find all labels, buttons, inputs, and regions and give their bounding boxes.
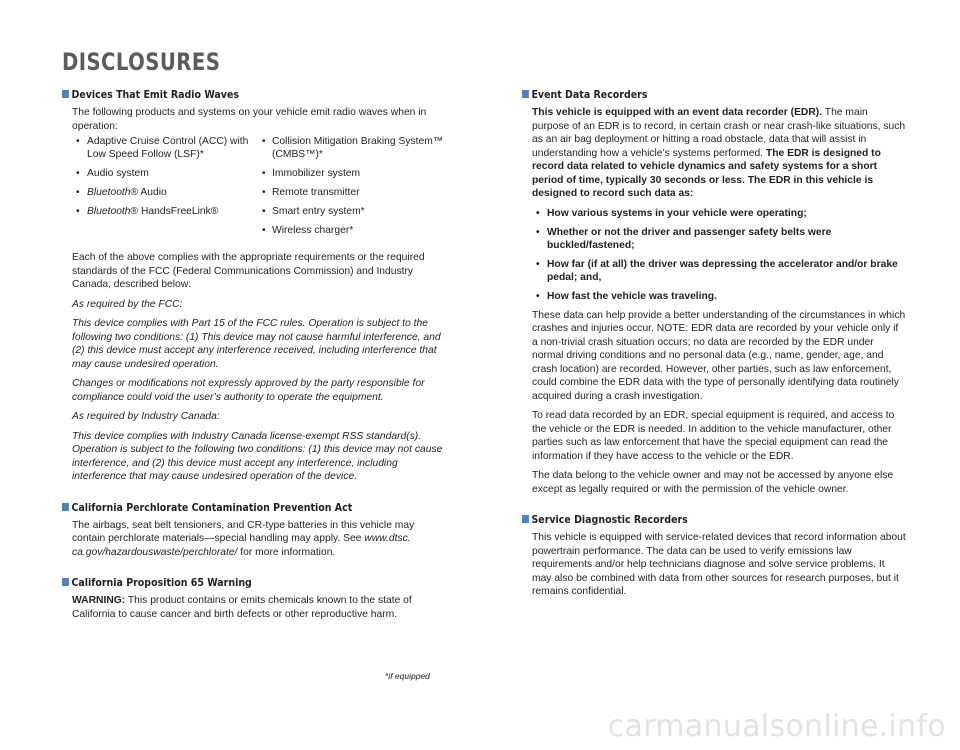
perchlorate-text: The airbags, seat belt tensioners, and CR-type batteries in this vehicle may contain perchlorate materials—special handling may apply. See www.dtsc. ca.gov/hazardouswaste/perchlorate/ for more information.: [72, 519, 415, 558]
section-heading: [62, 576, 391, 589]
compliance-text: Each of the above complies with the appropriate requirements or the required standards of the FCC (Federal Communications Commission) and Industry Canada, described below:: [72, 252, 425, 290]
bullet-dot-icon: •: [262, 168, 266, 179]
intro-text: The following products and systems on your vehicle emit radio waves when in operation:: [72, 107, 427, 132]
section-heading: [62, 501, 391, 514]
bullet-dot-icon: •: [76, 168, 80, 179]
fcc-text: This device complies with Part 15 of the FCC rules. Operation is subject to the following two conditions: (1) This device may not cause harmful interference, and (2) this device must accept any interference received, including interference that may cause undesired operation.: [72, 318, 441, 370]
heading-text: California Perchlorate Contamination Prevention Act: [71, 500, 353, 514]
square-bullet-icon: [62, 503, 69, 511]
bullet-dot-icon: •: [262, 225, 266, 236]
bullet-dot-icon: •: [536, 226, 540, 238]
bullet-dot-icon: •: [536, 290, 540, 302]
edr-para-1: These data can help provide a better understanding of the circumstances in which crashes and injuries occur. NOTE: EDR data are recorded by your vehicle only if a non-trivial crash situation occurs; no data are recorded by the EDR under normal driving conditions and no personal data (e.g., name, gender, age, and crash location) are recorded. However, other parties, such as law enforcement, could combine the EDR data with the type of personally identifying data routinely acquired during a crash investigation.: [532, 309, 906, 402]
edr-data-list: [532, 207, 906, 303]
device-item: • Wireless charger*: [262, 225, 354, 236]
section-body: [62, 519, 444, 560]
device-item: • Remote transmitter: [262, 187, 360, 198]
device-item: • Bluetooth® HandsFreeLink®: [76, 206, 219, 217]
prop65-section: [62, 576, 444, 621]
bullet-dot-icon: •: [76, 187, 80, 198]
device-item: • Adaptive Cruise Control (ACC) with Low Speed Follow (LSF)*: [76, 136, 249, 160]
section-body: [522, 531, 906, 599]
edr-list-item: • Whether or not the driver and passenger safety belts were buckled/fastened;: [536, 226, 832, 251]
left-column: [62, 88, 444, 638]
square-bullet-icon: [62, 90, 69, 98]
sdr-section: [522, 513, 906, 599]
device-list-left: [72, 135, 258, 243]
section-body: [62, 594, 444, 621]
footnote: *if equipped: [385, 671, 430, 681]
device-item: • Audio system: [76, 168, 149, 179]
edr-lead-text: This vehicle is equipped with an event data recorder (EDR). The main purpose of an EDR is to record, in certain crash or near crash-like situations, such as an air bag deployment or hitting a road obstacle, data that will assist in understanding how a vehicle’s systems performed. The EDR is designed to record data related to vehicle dynamics and safety systems for a short period of time, typically 30 seconds or less. The EDR in this vehicle is designed to record such data as:: [532, 107, 906, 199]
device-item: • Bluetooth® Audio: [76, 187, 167, 198]
warning-label: WARNING:: [72, 595, 126, 606]
device-item: • Immobilizer system: [262, 168, 361, 179]
heading-text: Event Data Recorders: [531, 88, 648, 101]
radio-waves-section: [62, 88, 444, 484]
edr-list-item: • How fast the vehicle was traveling.: [536, 290, 717, 302]
watermark: carmanualsonline.info: [607, 709, 946, 744]
bullet-dot-icon: •: [262, 136, 266, 147]
bullet-dot-icon: •: [76, 206, 80, 217]
edr-para-3: The data belong to the vehicle owner and may not be accessed by anyone else except as legally required or with the permission of the vehicle owner.: [532, 470, 894, 495]
sdr-text: This vehicle is equipped with service-related devices that record information about powertrain performance. The data can be used to verify emissions law requirements and/or help technicians diagnose and solve service problems. It may also be combined with data from other sources for research purposes, but it remains confidential.: [532, 532, 906, 597]
bullet-dot-icon: •: [76, 136, 80, 147]
ic-text: This device complies with Industry Canada license-exempt RSS standard(s). Operation is subject to the following two conditions: (1) this device may not cause interference, and (2) this device must accept any interference, including interference that may cause undesired operation of the device.: [72, 430, 443, 482]
square-bullet-icon: [522, 515, 529, 523]
section-heading: [62, 88, 391, 101]
bullet-dot-icon: •: [262, 187, 266, 198]
section-heading: [522, 88, 852, 101]
device-item: • Collision Mitigation Braking System™ (CMBS™)*: [262, 136, 444, 160]
section-body: [522, 106, 906, 496]
prop65-warning-text: WARNING: This product contains or emits chemicals known to the state of California to cause cancer and birth defects or other reproductive harm.: [72, 595, 412, 620]
device-item: • Smart entry system*: [262, 206, 365, 217]
square-bullet-icon: [62, 578, 69, 586]
edr-section: [522, 88, 906, 496]
fcc-label: As required by the FCC:: [72, 298, 183, 310]
fcc-changes-text: Changes or modifications not expressly approved by the party responsible for compliance could void the user’s authority to operate the equipment.: [72, 378, 425, 403]
device-list-right: [258, 135, 444, 243]
perchlorate-section: [62, 501, 444, 560]
section-heading: [522, 513, 852, 526]
bullet-dot-icon: •: [262, 206, 266, 217]
ic-label: As required by Industry Canada:: [72, 411, 220, 422]
heading-text: California Proposition 65 Warning: [71, 576, 252, 589]
section-body: [62, 106, 444, 484]
dtsc-link[interactable]: www.dtsc. ca.gov/hazardouswaste/perchlorate/: [72, 533, 411, 558]
right-column: [522, 88, 906, 616]
heading-text: Service Diagnostic Recorders: [531, 513, 688, 526]
square-bullet-icon: [522, 90, 529, 98]
edr-list-item: • How various systems in your vehicle were operating;: [536, 207, 807, 219]
page-title: DISCLOSURES: [62, 48, 221, 76]
edr-list-item: • How far (if at all) the driver was depressing the accelerator and/or brake pedal; and,: [536, 258, 898, 283]
device-list: [72, 135, 444, 243]
bullet-dot-icon: •: [536, 258, 540, 270]
heading-text: Devices That Emit Radio Waves: [71, 88, 240, 101]
edr-para-2: To read data recorded by an EDR, special equipment is required, and access to the vehicle or the EDR is needed. In addition to the vehicle manufacturer, other parties such as law enforcement that have the special equipment can read the information if they have access to the vehicle or the EDR.: [532, 410, 895, 462]
bullet-dot-icon: •: [536, 207, 540, 219]
